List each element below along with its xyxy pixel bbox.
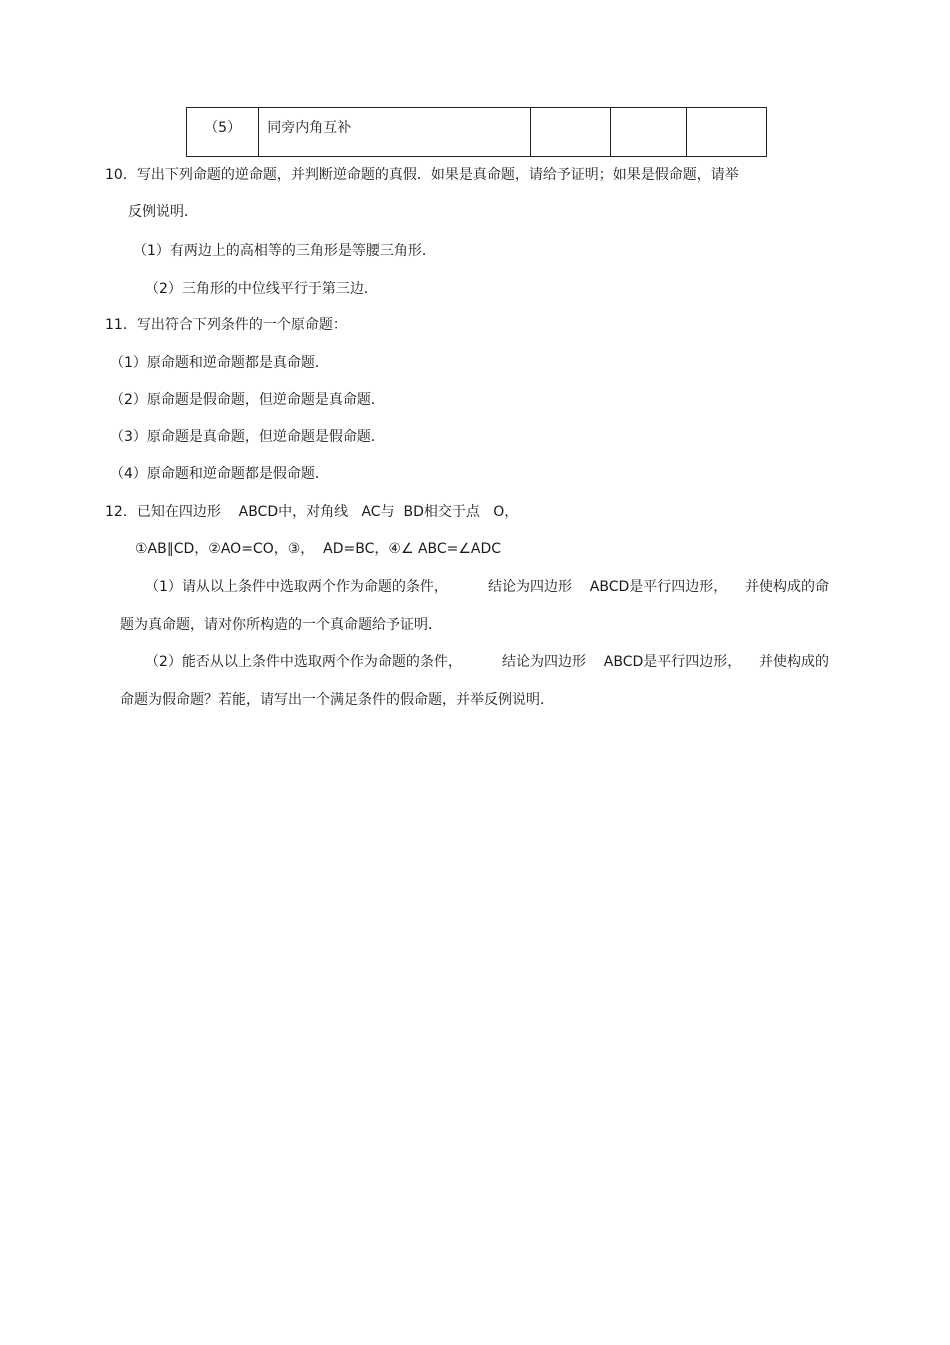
question-12-item-1-line-1: （1）请从以上条件中选取两个作为命题的条件， 结论为四边形 ABCD是平行四边形， 并使构成的命: [145, 579, 830, 595]
question-12-item-1-line-2: 题为真命题，请对你所构造的一个真命题给予证明．: [120, 617, 442, 633]
question-12-line-1: 12．已知在四边形 ABCD中，对角线 AC与 BD相交于点 O，: [105, 504, 519, 520]
question-11-item-4: （4）原命题和逆命题都是假命题．: [110, 466, 329, 482]
question-12-item-2-line-2: 命题为假命题？若能，请写出一个满足条件的假命题，并举反例说明．: [120, 692, 554, 708]
table-row: [187, 108, 767, 157]
answer-table: [186, 107, 767, 157]
question-12-item-2-line-1: （2）能否从以上条件中选取两个作为命题的条件， 结论为四边形 ABCD是平行四边形， 并使构成的: [145, 654, 830, 670]
question-11-item-2: （2）原命题是假命题，但逆命题是真命题．: [110, 392, 385, 408]
question-10-line-2: 反例说明．: [128, 204, 198, 220]
question-10-item-2: （2）三角形的中位线平行于第三边．: [145, 281, 378, 297]
blank-cell-1: [530, 108, 610, 157]
statement-cell: 同旁内角互补: [259, 108, 531, 157]
question-10-item-1: （1）有两边上的高相等的三角形是等腰三角形．: [133, 243, 436, 259]
row-number-cell: （5）: [187, 108, 259, 157]
question-12-conditions: ①AB∥CD，②AO=CO，③， AD=BC，④∠ ABC=∠ADC: [135, 541, 502, 557]
blank-cell-3: [686, 108, 766, 157]
question-11-item-3: （3）原命题是真命题，但逆命题是假命题．: [110, 429, 385, 445]
blank-cell-2: [611, 108, 686, 157]
question-11-item-1: （1）原命题和逆命题都是真命题．: [110, 355, 329, 371]
question-11-line-1: 11．写出符合下列条件的一个原命题：: [105, 317, 347, 333]
question-10-line-1: 10．写出下列命题的逆命题，并判断逆命题的真假．如果是真命题，请给予证明；如果是假命题，请举: [105, 167, 739, 183]
